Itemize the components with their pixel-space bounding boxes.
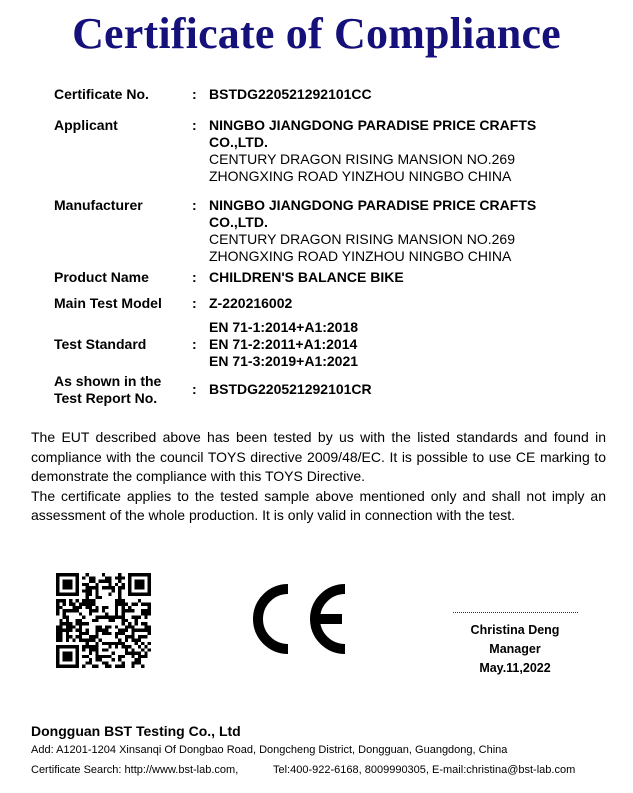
compliance-statement [31,428,606,526]
signatory-position: Manager [489,642,541,656]
applicant-address-line1: CENTURY DRAGON RISING MANSION NO.269 [209,151,515,167]
product-name-label: Product Name [54,269,149,285]
test-standard-value: EN 71-3:2019+A1:2021 [209,353,359,369]
colon: : [192,86,197,102]
test-report-label [54,373,161,407]
manufacturer-label: Manufacturer [54,197,143,213]
statement-paragraph-2: The certificate applies to the tested sample above mentioned only and shall not imply an assessment of the whole production. It is only valid in connection with the test. [31,487,606,523]
colon: : [192,117,197,133]
qr-code [56,573,151,668]
test-report-label-line2: Test Report No. [54,390,158,406]
statement-paragraph-1: The EUT described above has been tested by us with the listed standards and found in compliance with the council TOYS directive 2009/48/EC. It is possible to use CE marking to demonstrate the compliance with this TOYS Directive. [31,429,606,484]
certificate-title: Certificate of Compliance [72,9,561,58]
applicant-address-line2: ZHONGXING ROAD YINZHOU NINGBO CHINA [209,168,512,184]
manufacturer-address-line2: ZHONGXING ROAD YINZHOU NINGBO CHINA [209,248,512,264]
manufacturer-name-line1: NINGBO JIANGDONG PARADISE PRICE CRAFTS [209,197,537,213]
signatory-name: Christina Deng [470,623,560,637]
footer-search: Certificate Search: http://www.bst-lab.com, [31,764,239,776]
test-standard-values [209,319,609,370]
test-report-value: BSTDG220521292101CR [209,381,372,397]
footer-company: Dongguan BST Testing Co., Ltd [31,723,241,739]
certificate-no-label: Certificate No. [54,86,149,102]
signature-line [453,612,578,613]
colon: : [192,269,197,285]
signature-date: May.11,2022 [479,661,551,675]
colon: : [192,295,197,311]
ce-mark-icon [246,584,348,654]
applicant-label: Applicant [54,117,118,133]
main-test-model-label: Main Test Model [54,295,162,311]
test-standard-value: EN 71-2:2011+A1:2014 [209,336,358,352]
test-report-label-line1: As shown in the [54,373,162,389]
manufacturer-value [209,197,609,265]
footer-contact: Tel:400-922-6168, 8009990305, E-mail:christina@bst-lab.com [273,764,576,776]
test-standard-value: EN 71-1:2014+A1:2018 [209,319,359,335]
applicant-name-line1: NINGBO JIANGDONG PARADISE PRICE CRAFTS [209,117,537,133]
test-standard-label: Test Standard [54,336,147,352]
colon: : [192,336,197,352]
main-test-model-value: Z-220216002 [209,295,293,311]
colon: : [192,197,197,213]
footer-address: Add: A1201-1204 Xinsanqi Of Dongbao Road, Dongcheng District, Dongguan, Guangdong, China [31,744,508,756]
manufacturer-name-line2: CO.,LTD. [209,214,268,230]
applicant-value [209,117,609,185]
certificate-no-value: BSTDG220521292101CC [209,86,372,102]
product-name-value: CHILDREN'S BALANCE BIKE [209,269,404,285]
applicant-name-line2: CO.,LTD. [209,134,268,150]
manufacturer-address-line1: CENTURY DRAGON RISING MANSION NO.269 [209,231,515,247]
colon: : [192,381,197,397]
